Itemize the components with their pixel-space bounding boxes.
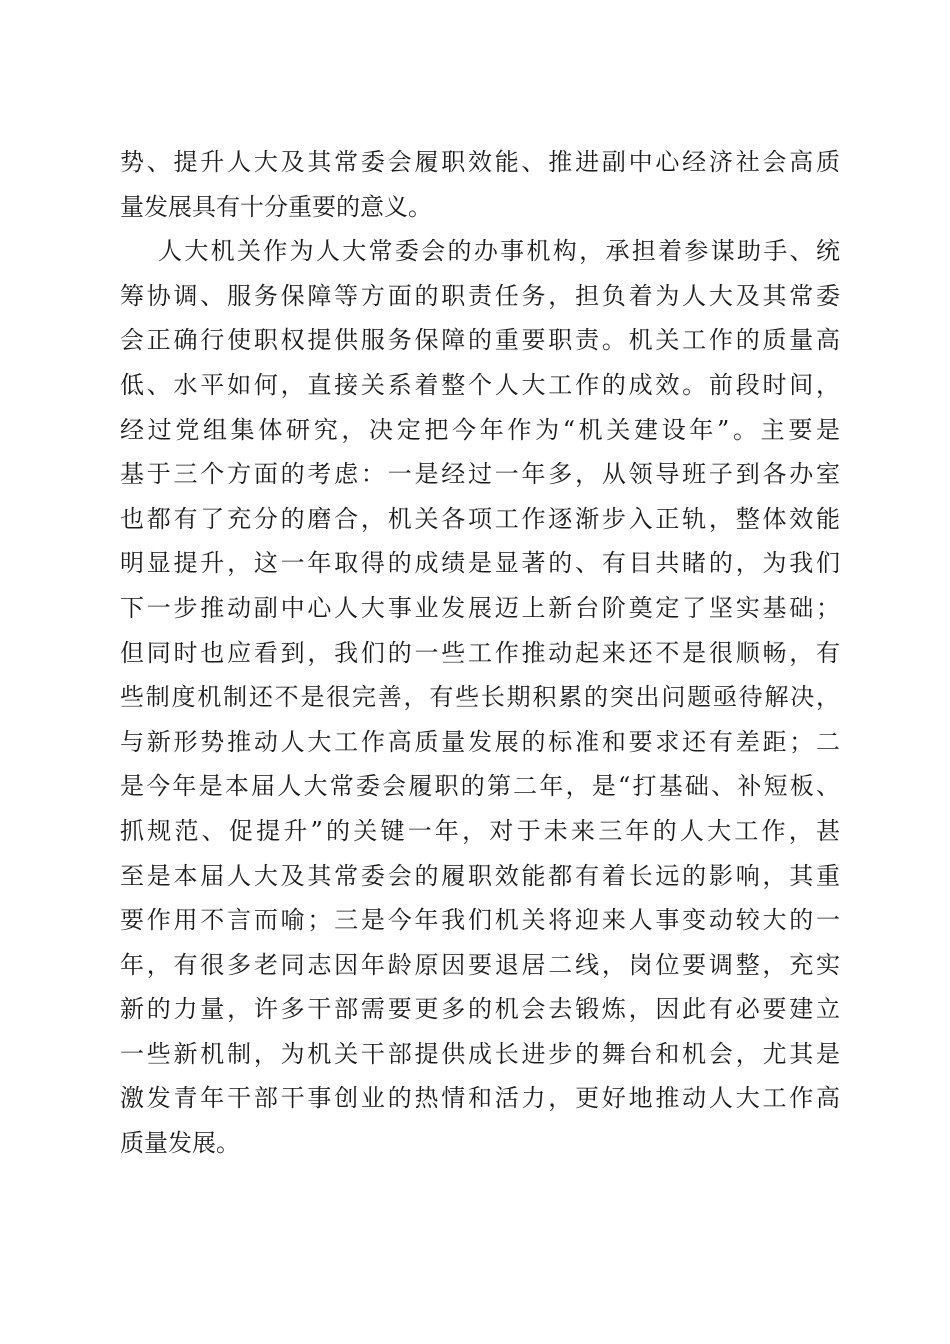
text-line: 至是本届人大及其常委会的履职效能都有着长远的影响，其重	[120, 861, 840, 890]
text-line: 基于三个方面的考虑：一是经过一年多，从领导班子到各办室	[120, 460, 840, 489]
text-line: 势、提升人大及其常委会履职效能、推进副中心经济社会高质	[120, 148, 840, 176]
text-line: 低、水平如何，直接关系着整个人大工作的成效。前段时间，	[120, 370, 840, 399]
text-line: 量发展具有十分重要的意义。	[120, 192, 432, 221]
text-line: 与新形势推动人大工作高质量发展的标准和要求还有差距；二	[120, 727, 840, 756]
text-line: 但同时也应看到，我们的一些工作推动起来还不是很顺畅，有	[120, 638, 840, 667]
body-text	[120, 140, 840, 1166]
text-line: 明显提升，这一年取得的成绩是显著的、有目共睹的，为我们	[120, 549, 840, 578]
text-line: 下一步推动副中心人大事业发展迈上新台阶奠定了坚实基础；	[120, 593, 840, 622]
text-line: 质量发展。	[120, 1129, 240, 1158]
text-line: 抓规范、促提升”的关键一年，对于未来三年的人大工作，甚	[120, 816, 840, 845]
text-line: 也都有了充分的磨合，机关各项工作逐渐步入正轨，整体效能	[120, 504, 840, 533]
text-line: 一些新机制，为机关干部提供成长进步的舞台和机会，尤其是	[120, 1039, 840, 1068]
paragraph-first-line: 人大机关作为人大常委会的办事机构，承担着参谋助手、统	[158, 237, 840, 266]
text-line: 年，有很多老同志因年龄原因要退居二线，岗位要调整，充实	[120, 950, 840, 979]
text-line: 新的力量，许多干部需要更多的机会去锻炼，因此有必要建立	[120, 995, 840, 1024]
text-line: 经过党组集体研究，决定把今年作为“机关建设年”。主要是	[120, 415, 840, 444]
text-line: 激发青年干部干事创业的热情和活力，更好地推动人大工作高	[120, 1084, 840, 1113]
text-line: 要作用不言而喻；三是今年我们机关将迎来人事变动较大的一	[120, 906, 840, 935]
text-line: 会正确行使职权提供服务保障的重要职责。机关工作的质量高	[120, 326, 840, 355]
text-line: 筹协调、服务保障等方面的职责任务，担负着为人大及其常委	[120, 281, 840, 310]
text-line: 些制度机制还不是很完善，有些长期积累的突出问题亟待解决，	[120, 683, 840, 712]
text-line: 是今年是本届人大常委会履职的第二年，是“打基础、补短板、	[120, 772, 840, 801]
